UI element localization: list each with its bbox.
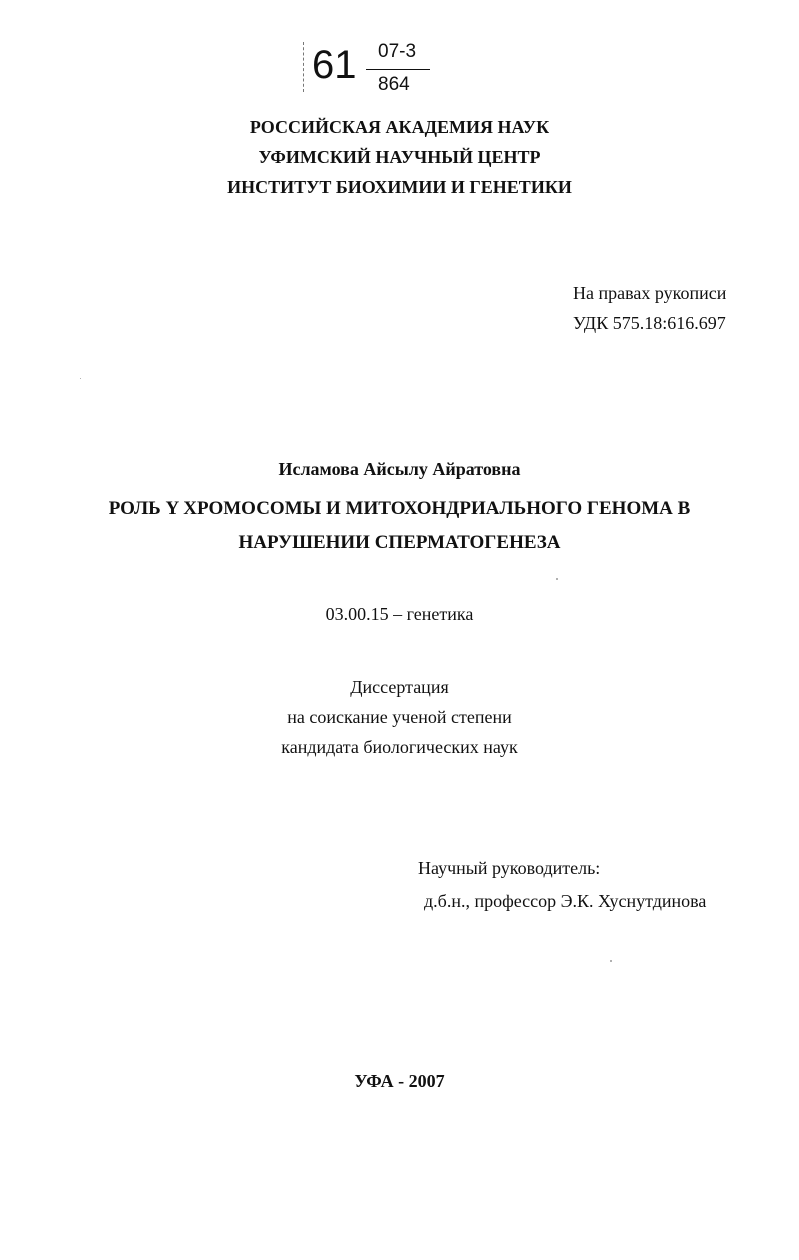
degree-line-2: на соискание ученой степени <box>287 707 512 727</box>
supervisor-label: Научный руководитель: <box>418 858 601 878</box>
specialty-code: 03.00.15 – генетика <box>325 604 474 624</box>
stamp-dashed-bar <box>303 42 304 92</box>
supervisor-block <box>418 852 706 918</box>
degree-line-1: Диссертация <box>350 677 449 697</box>
stamp-fraction-line <box>366 69 430 70</box>
scan-speck <box>556 578 558 580</box>
udc-code: УДК 575.18:616.697 <box>573 313 726 333</box>
dissertation-title <box>0 492 799 560</box>
title-line-2: НАРУШЕНИИ СПЕРМАТОГЕНЕЗА <box>238 532 561 553</box>
stamp-main-number: 61 <box>312 43 357 87</box>
organization-line-academy: РОССИЙСКАЯ АКАДЕМИЯ НАУК <box>249 117 550 137</box>
stamp-top-number: 07-3 <box>378 41 417 62</box>
organization-line-center: УФИМСКИЙ НАУЧНЫЙ ЦЕНТР <box>258 147 541 167</box>
scan-speck <box>80 378 81 379</box>
stamp-bottom-number: 864 <box>378 74 410 95</box>
title-line-1: РОЛЬ Y ХРОМОСОМЫ И МИТОХОНДРИАЛЬНОГО ГЕНОМА В <box>108 498 691 519</box>
manuscript-rights-label: На правах рукописи <box>573 283 727 303</box>
organization-header <box>0 112 799 202</box>
supervisor-name: д.б.н., профессор Э.К. Хуснутдинова <box>424 891 707 911</box>
manuscript-rights-block <box>573 278 726 338</box>
organization-line-institute: ИНСТИТУТ БИОХИМИИ И ГЕНЕТИКИ <box>227 177 572 197</box>
city-year: УФА - 2007 <box>354 1071 445 1091</box>
library-stamp <box>300 38 440 98</box>
scan-speck <box>610 960 612 962</box>
author-name: Исламова Айсылу Айратовна <box>278 459 521 479</box>
degree-statement <box>0 672 799 762</box>
degree-line-3: кандидата биологических наук <box>281 737 518 757</box>
